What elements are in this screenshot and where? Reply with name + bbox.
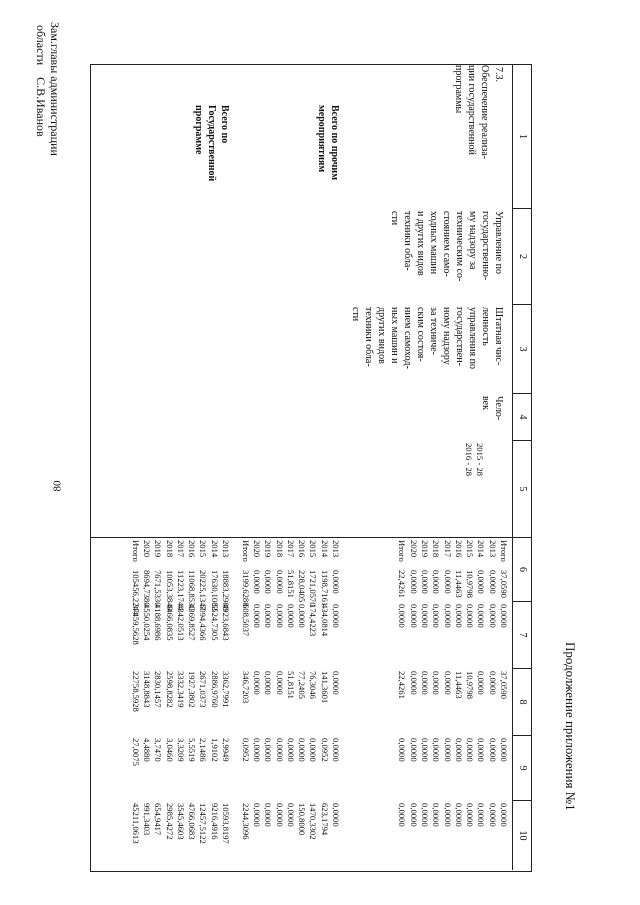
col-header-2: 2	[512, 209, 531, 305]
col-header-7: 7	[512, 602, 531, 669]
row73-years: Итого 2013 2014 2015 2016 2017 2018 2019 2020 Итого	[397, 540, 509, 562]
program-total-label: Всего по Государственной программе	[193, 105, 230, 182]
data-table	[90, 64, 532, 872]
total-col10: 10593,8197 9216,4916 12457,5122 4766,0683 3545,4603 2985,4272 654,9417 991,3403 45211,0613	[130, 803, 231, 844]
signature-block: Зам.главы администрации области С.В.Иванов	[34, 22, 62, 156]
executor: Управление по государственно- му надзору за техническим со- стоянием само- ходных машин и других видов техники обла- сти	[389, 211, 504, 282]
other-years: 2013 2014 2015 2016 2017 2018 2019 2020 Итого	[240, 540, 341, 562]
total-col9: 2,9949 1,9102 2,1486 5,5519 3,3209 3,0460 3,7470 4,4880 27,0075	[130, 738, 231, 766]
rotated-table-page	[0, 22, 622, 882]
total-col7: 4923,6843 5524,7305 5094,4366 4369,8527 4342,0513 4466,0835 4188,6986 4550,0254 37459,5628	[130, 604, 231, 645]
other-col10: 0,0000 623,1794 1470,3302 150,8000 0,0000 0,0000 0,0000 0,0000 2244,3096	[240, 803, 341, 840]
total-years: 2013 2014 2015 2016 2017 2018 2019 2020 Итого	[130, 540, 231, 562]
col-header-9: 9	[512, 736, 531, 801]
document-header: Продолжение приложения №1	[563, 642, 578, 811]
total-col8: 3362,7991 2886,9760 2671,0373 1927,3802 3332,3419 2598,8282 2830,1457 3148,8843 22758,5928	[130, 671, 231, 712]
col-header-6: 6	[512, 538, 531, 602]
row73-col9: 0,0000 0,0000 0,0000 0,0000 0,0000 0,0000 0,0000 0,0000 0,0000 0,0000	[397, 738, 509, 762]
activity-name: Обеспечение реализа- ции государственной программы	[453, 65, 490, 160]
row73-col10: 0,0000 0,0000 0,0000 0,0000 0,0000 0,0000 0,0000 0,0000 0,0000 0,0000	[397, 803, 509, 827]
row73-col6: 37,0590 0,0000 0,0000 10,9798 11,4463 0,0000 0,0000 0,0000 0,0000 22,4261	[397, 570, 509, 598]
other-col6: 0,0000 1198,7161 1721,0570 228,0405 51,8151 0,0000 0,0000 0,0000 3199,6288	[240, 570, 341, 607]
other-activities-label: Всего по прочим мероприятиям	[316, 105, 340, 180]
row-number: 7.3.	[493, 67, 504, 82]
unit: Чело- век	[480, 396, 504, 421]
total-col6: 18883,2980 17630,1083 20225,1347 11068,8530 11223,1744 10053,3849 7671,5330 8694,7380 105456,2244	[130, 570, 231, 616]
other-col9: 0,0000 0,0952 0,0000 0,0000 0,0000 0,0000 0,0000 0,0000 0,0952	[240, 738, 341, 762]
other-col7: 0,0000 434,0814 174,4223 0,0000 0,0000 0,0000 0,0000 0,0000 608,5037	[240, 604, 341, 637]
col-header-3: 3	[512, 305, 531, 394]
row73-col7: 0,0000 0,0000 0,0000 0,0000 0,0000 0,0000 0,0000 0,0000 0,0000 0,0000	[397, 604, 509, 628]
col-header-1: 1	[512, 65, 531, 209]
indicator: Штатная чис- ленность управления по государствен- ному надзору за техниче- ским состоя- нием самоход- ных машин и других видов техники обла- сти	[350, 307, 504, 369]
col-header-4: 4	[512, 394, 531, 441]
row73-col8: 37,0590 0,0000 0,0000 10,9798 11,4463 0,0000 0,0000 0,0000 0,0000 22,4261	[397, 671, 509, 699]
target-values: 2015 - 28 2016 - 28	[463, 443, 485, 476]
col-header-5: 5	[512, 441, 531, 538]
col-header-10: 10	[512, 801, 531, 870]
other-col8: 0,0000 141,3601 76,3046 77,2405 51,8151 0,0000 0,0000 0,0000 346,7203	[240, 671, 341, 704]
page-number: 80	[51, 480, 64, 492]
col-header-8: 8	[512, 669, 531, 736]
